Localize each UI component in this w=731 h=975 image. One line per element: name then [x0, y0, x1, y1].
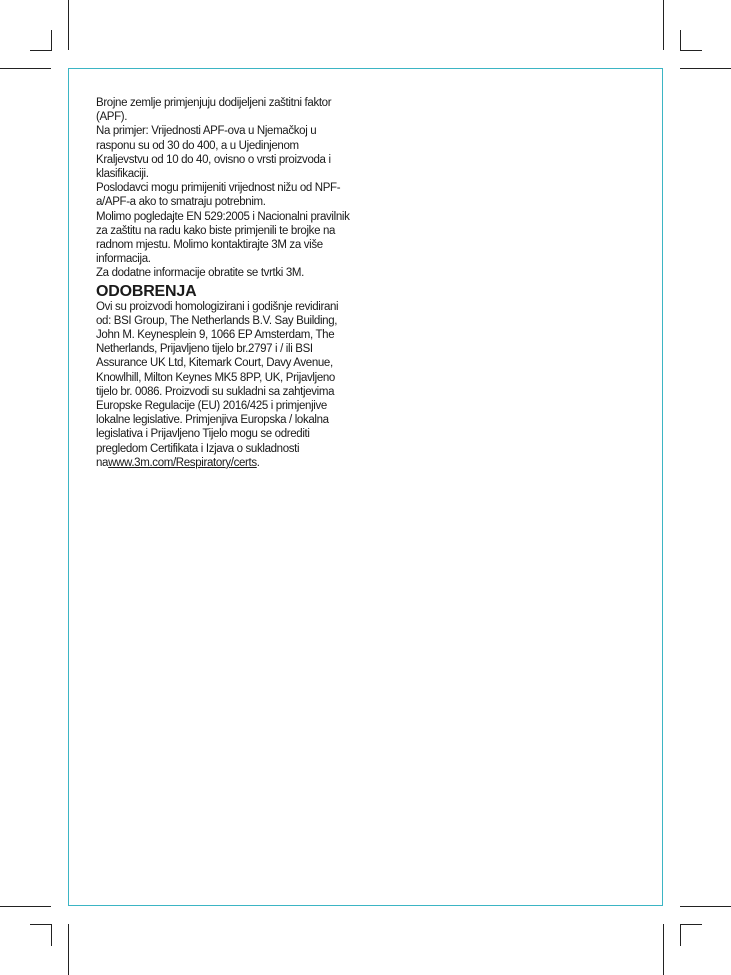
certs-link[interactable]: www.3m.com/Respiratory/certs — [108, 456, 257, 469]
crop-mark — [30, 50, 51, 51]
paragraph-apf: Brojne zemlje primjenjuju dodijeljeni zaštitni faktor (APF). — [96, 97, 332, 124]
crop-mark — [68, 0, 69, 50]
approvals-heading: ODOBRENJA — [96, 282, 197, 300]
paragraph-example: Na primjer: Vrijednosti APF-ova u Njemačkoj u rasponu su od 30 do 400, a u Ujedinjenom Kraljevstvu od 10 do 40, ovisno o vrsti proizvoda i klasifikaciji. — [96, 125, 331, 181]
crop-mark — [663, 924, 664, 975]
paragraph-contact: Za dodatne informacije obratite se tvrtki 3M. — [96, 267, 304, 280]
crop-mark — [680, 924, 702, 925]
crop-mark — [663, 0, 664, 50]
crop-mark — [30, 924, 51, 925]
crop-mark — [0, 906, 51, 907]
crop-mark — [680, 68, 731, 69]
crop-mark — [680, 924, 681, 946]
approvals-paragraph — [96, 300, 352, 470]
crop-mark — [680, 906, 731, 907]
crop-mark — [68, 924, 69, 975]
crop-mark — [51, 30, 52, 51]
approvals-tail: . — [256, 456, 260, 469]
crop-mark — [0, 68, 51, 69]
document-body — [96, 96, 352, 470]
paragraph-employers: Poslodavci mogu primijeniti vrijednost nižu od NPF-a/APF-a ako to smatraju potrebnim. — [96, 182, 341, 209]
paragraph-standard: Molimo pogledajte EN 529:2005 i Nacionalni pravilnik za zaštitu na radu kako biste primjenili te brojke na radnom mjestu. Molimo kontaktirajte 3M za više informacija. — [96, 210, 350, 266]
crop-mark — [680, 30, 681, 51]
approvals-text: Ovi su proizvodi homologizirani i godišnje revidirani od: BSI Group, The Netherlands B.V. Say Building, John M. Keynesplein 9, 1066 EP Amsterdam, The Netherlands, Prijavljeno tijelo br.2797 i / ili BSI Assurance UK Ltd, Kitemark Court, Davy Avenue, Knowlhill, Milton Keynes MK5 8PP, UK, Prijavljeno tijelo br. 0086. Proizvodi su sukladni sa zahtjevima Europske Regulacije (EU) 2016/425 i primjenjive lokalne legislative. Primjenjiva Europska / lokalna legislativa i Prijavljeno Tijelo mogu se odrediti pregledom Certifikata i Izjava o sukladnosti na — [96, 300, 339, 469]
crop-mark — [680, 50, 702, 51]
crop-mark — [51, 924, 52, 946]
